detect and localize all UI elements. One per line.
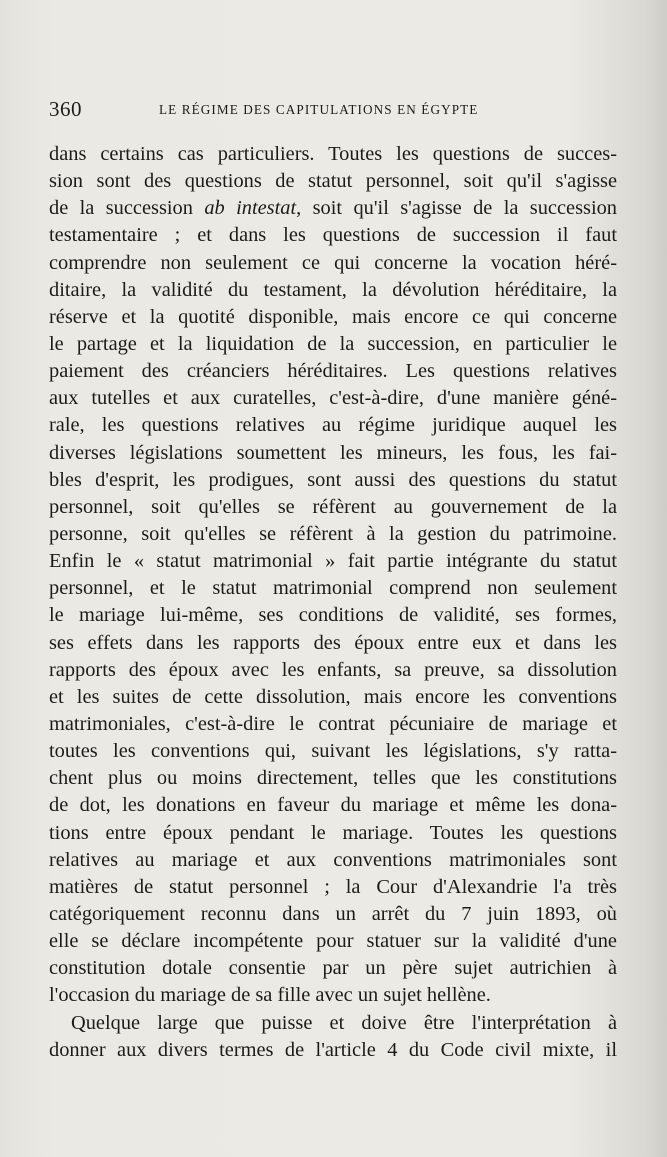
text-line: constitution dotale consentie par un père sujet autrichien à (49, 957, 617, 980)
text-line: ditaire, la validité du testament, la dévolution héréditaire, la (49, 278, 617, 301)
text-line: rapports des époux avec les enfants, sa preuve, sa dissolution (49, 658, 617, 681)
text-line: bles d'esprit, les prodigues, sont aussi des questions du statut (49, 468, 617, 491)
text-line: matrimoniales, c'est-à-dire le contrat pécuniaire de mariage et (49, 712, 617, 735)
text-line (49, 195, 617, 222)
text-line: dans certains cas particuliers. Toutes les questions de succes- (49, 143, 617, 165)
text-line: elle se déclare incompétente pour statuer sur la validité d'une (49, 930, 617, 953)
text-line: aux tutelles et aux curatelles, c'est-à-dire, d'une manière géné- (49, 387, 617, 410)
text-line: diverses législations soumettent les mineurs, les fous, les fai- (49, 441, 617, 464)
body-text (49, 141, 617, 1064)
text-line: personnel, et le statut matrimonial comprend non seulement (49, 577, 617, 600)
text-line: personnel, soit qu'elles se réfèrent au gouvernement de la (49, 495, 617, 518)
text-line: matières de statut personnel ; la Cour d'Alexandrie l'a très (49, 875, 617, 898)
text-line: le partage et la liquidation de la succession, en particulier le (49, 332, 617, 355)
paragraph-end-line: l'occasion du mariage de sa fille avec un sujet hellène. (49, 984, 491, 1007)
text-line: testamentaire ; et dans les questions de succession il faut (49, 224, 617, 247)
text-line: toutes les conventions qui, suivant les législations, s'y ratta- (49, 740, 617, 763)
text-line: relatives au mariage et aux conventions matrimoniales sont (49, 848, 617, 871)
text-line: et les suites de cette dissolution, mais encore les conventions (49, 685, 617, 708)
text-line: personne, soit qu'elles se réfèrent à la gestion du patrimoine. (49, 522, 617, 545)
text-line: rale, les questions relatives au régime juridique auquel les (49, 414, 617, 437)
paragraph-start-line: Quelque large que puisse et doive être l'interprétation à (71, 1011, 617, 1034)
running-title: LE RÉGIME DES CAPITULATIONS EN ÉGYPTE (159, 102, 479, 117)
page-header (49, 97, 619, 119)
text-line: tions entre époux pendant le mariage. Toutes les questions (49, 821, 617, 844)
text-line: sion sont des questions de statut personnel, soit qu'il s'agisse (49, 170, 617, 193)
text-line: réserve et la quotité disponible, mais encore ce qui concerne (49, 305, 617, 328)
text-line: comprendre non seulement ce qui concerne la vocation héré- (49, 251, 617, 274)
text-line: Enfin le « statut matrimonial » fait partie intégrante du statut (49, 550, 617, 573)
text-line: le mariage lui-même, ses conditions de validité, ses formes, (49, 604, 617, 627)
page-number: 360 (49, 97, 82, 121)
italic-term: ab intestat (204, 197, 297, 220)
text-line: paiement des créanciers héréditaires. Les questions relatives (49, 360, 617, 383)
text-line: ses effets dans les rapports des époux entre eux et dans les (49, 631, 617, 654)
text-line: catégoriquement reconnu dans un arrêt du 7 juin 1893, où (49, 902, 617, 925)
text-segment: , soit qu'il s'agisse de la succession (296, 197, 617, 220)
text-line: chent plus ou moins directement, telles que les constitutions (49, 767, 617, 790)
text-segment: de la succession (49, 197, 205, 220)
text-line: donner aux divers termes de l'article 4 du Code civil mixte, il (49, 1038, 617, 1061)
text-line: de dot, les donations en faveur du mariage et même les dona- (49, 794, 617, 817)
